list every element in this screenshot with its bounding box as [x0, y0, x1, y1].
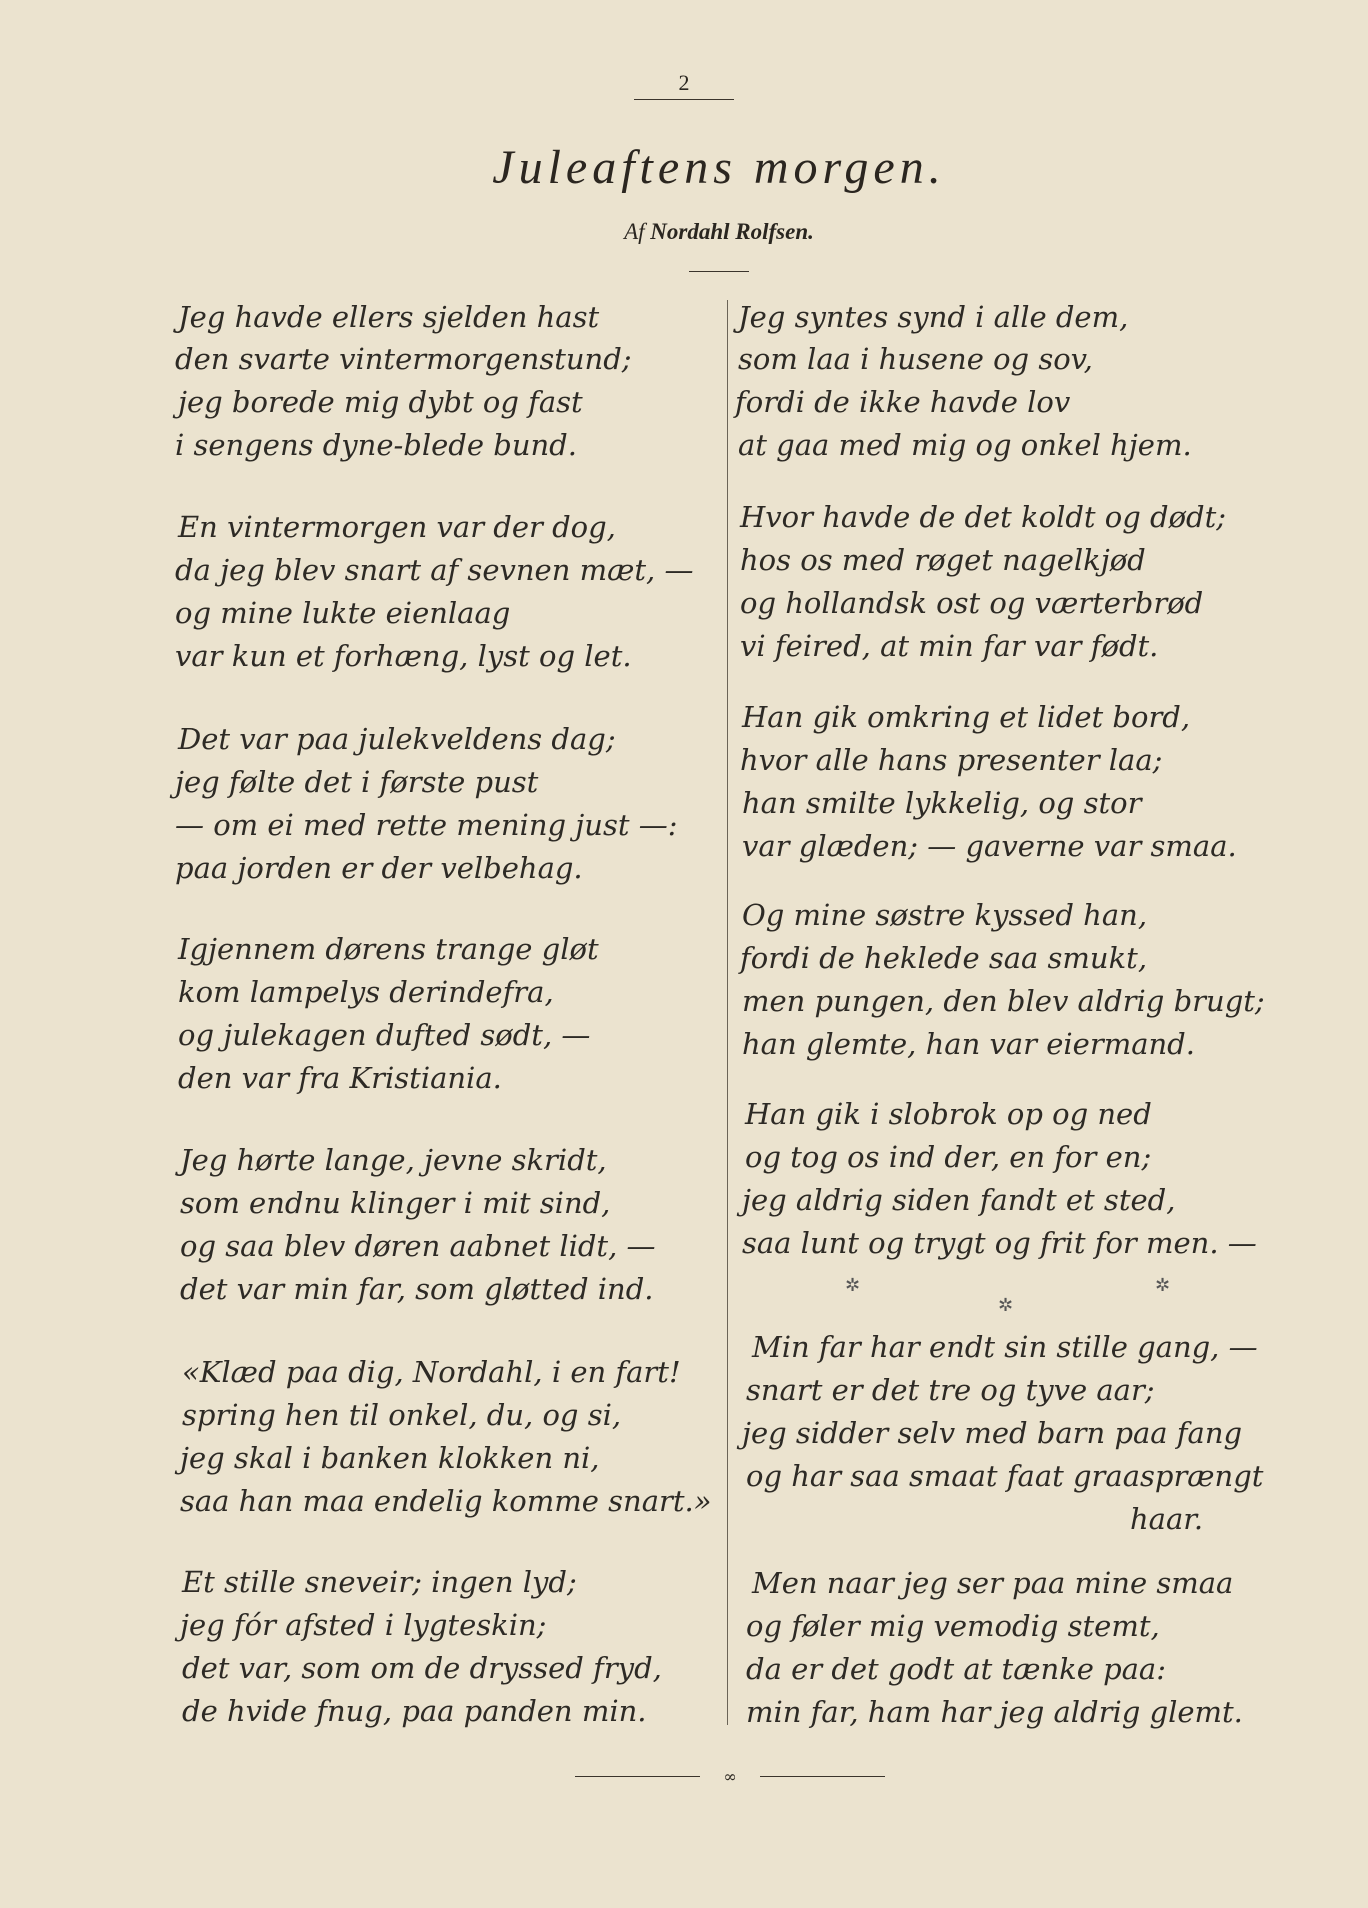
stanza-line: «Klæd paa dig, Nordahl, i en fart! — [182, 1355, 681, 1389]
ornament-rule-left — [575, 1776, 700, 1777]
stanza-line: den svarte vintermorgenstund; — [175, 342, 632, 376]
stanza-line: Jeg havde ellers sjelden hast — [178, 300, 600, 334]
page-number: 2 — [678, 70, 690, 95]
stanza-line: Og mine søstre kyssed han, — [742, 898, 1148, 932]
stanza-line: i sengens dyne-blede bund. — [175, 428, 577, 462]
stanza-line: han smilte lykkelig, og stor — [742, 786, 1142, 820]
bottom-ornament — [575, 1767, 885, 1787]
poem-title: Juleaftens morgen. — [492, 141, 946, 194]
stanza-line: spring hen til onkel, du, og si, — [182, 1398, 622, 1432]
stanza-line: kom lampelys derindefra, — [178, 975, 554, 1009]
page-number-rule — [634, 99, 734, 100]
stanza-line: fordi de ikke havde lov — [735, 385, 1071, 419]
stanza-line: jeg borede mig dybt og fast — [178, 385, 583, 419]
stanza-line: En vintermorgen var der dog, — [178, 510, 616, 544]
separator-asterisk: ✲ — [998, 1295, 1014, 1316]
stanza-line: Men naar jeg ser paa mine smaa — [752, 1566, 1234, 1600]
byline-author: Nordahl Rolfsen. — [650, 219, 814, 244]
stanza-line: var kun et forhæng, lyst og let. — [175, 639, 632, 673]
stanza-line: Han gik omkring et lidet bord, — [742, 700, 1191, 734]
stanza-line: — om ei med rette mening just —: — [175, 808, 678, 842]
stanza-line: min far, ham har jeg aldrig glemt. — [746, 1695, 1243, 1729]
stanza-line: jeg skal i banken klokken ni, — [180, 1441, 600, 1475]
stanza-line: jeg fór afsted i lygteskin; — [180, 1608, 547, 1642]
separator-asterisk: ✲ — [1155, 1275, 1171, 1296]
stanza-line: saa lunt og trygt og frit for men. — — [742, 1226, 1257, 1260]
stanza-line: som laa i husene og sov, — [738, 342, 1093, 376]
stanza-line: Min far har endt sin stille gang, — — [752, 1330, 1258, 1364]
column-divider — [727, 300, 728, 1725]
stanza-line: var glæden; — gaverne var smaa. — [742, 829, 1237, 863]
stanza-line: Det var paa julekveldens dag; — [178, 722, 616, 756]
stanza-line: og saa blev døren aabnet lidt, — — [180, 1229, 656, 1263]
stanza-line: snart er det tre og tyve aar; — [746, 1373, 1155, 1407]
stanza-line: da er det godt at tænke paa: — [746, 1652, 1166, 1686]
separator-asterisk: ✲ — [845, 1275, 861, 1296]
stanza-line: Igjennem dørens trange gløt — [178, 932, 599, 966]
stanza-line: den var fra Kristiania. — [178, 1061, 502, 1095]
stanza-line: hvor alle hans presenter laa; — [740, 743, 1163, 777]
stanza-line: Jeg hørte lange, jevne skridt, — [180, 1143, 607, 1177]
stanza-line: de hvide fnug, paa panden min. — [182, 1694, 647, 1728]
stanza-line: det var, som om de dryssed fryd, — [182, 1651, 662, 1685]
stanza-line: haar. — [1130, 1502, 1204, 1536]
stanza-line: Et stille sneveir; ingen lyd; — [182, 1565, 577, 1599]
stanza-line: Han gik i slobrok op og ned — [745, 1097, 1152, 1131]
stanza-line: og føler mig vemodig stemt, — [746, 1609, 1160, 1643]
ornament-knot: ∞ — [723, 1767, 737, 1786]
stanza-line: det var min far, som gløtted ind. — [180, 1272, 654, 1306]
stanza-line: fordi de heklede saa smukt, — [740, 941, 1148, 975]
stanza-line: Jeg syntes synd i alle dem, — [738, 300, 1129, 334]
stanza-line: saa han maa endelig komme snart.» — [180, 1484, 712, 1518]
stanza-line: jeg følte det i første pust — [175, 765, 539, 799]
stanza-line: at gaa med mig og onkel hjem. — [738, 428, 1192, 462]
title-rule — [689, 271, 749, 272]
stanza-line: som endnu klinger i mit sind, — [180, 1186, 611, 1220]
stanza-line: Hvor havde de det koldt og dødt; — [740, 500, 1227, 534]
stanza-line: og hollandsk ost og værterbrød — [740, 586, 1204, 620]
stanza-line: da jeg blev snart af sevnen mæt, — — [175, 553, 694, 587]
byline-prefix: Af — [624, 219, 645, 244]
stanza-line: paa jorden er der velbehag. — [175, 851, 583, 885]
stanza-line: men pungen, den blev aldrig brugt; — [742, 984, 1265, 1018]
stanza-line: og tog os ind der, en for en; — [745, 1140, 1152, 1174]
byline — [0, 219, 1368, 245]
stanza-line: jeg aldrig siden fandt et sted, — [742, 1183, 1176, 1217]
stanza-line: og har saa smaat faat graasprængt — [746, 1459, 1264, 1493]
stanza-line: og julekagen dufted sødt, — — [178, 1018, 591, 1052]
stanza-line: og mine lukte eienlaag — [175, 596, 511, 630]
stanza-line: hos os med røget nagelkjød — [740, 543, 1146, 577]
stanza-line: vi feired, at min far var født. — [740, 629, 1159, 663]
stanza-line: jeg sidder selv med barn paa fang — [742, 1416, 1243, 1450]
ornament-rule-right — [760, 1776, 885, 1777]
stanza-line: han glemte, han var eiermand. — [742, 1027, 1195, 1061]
